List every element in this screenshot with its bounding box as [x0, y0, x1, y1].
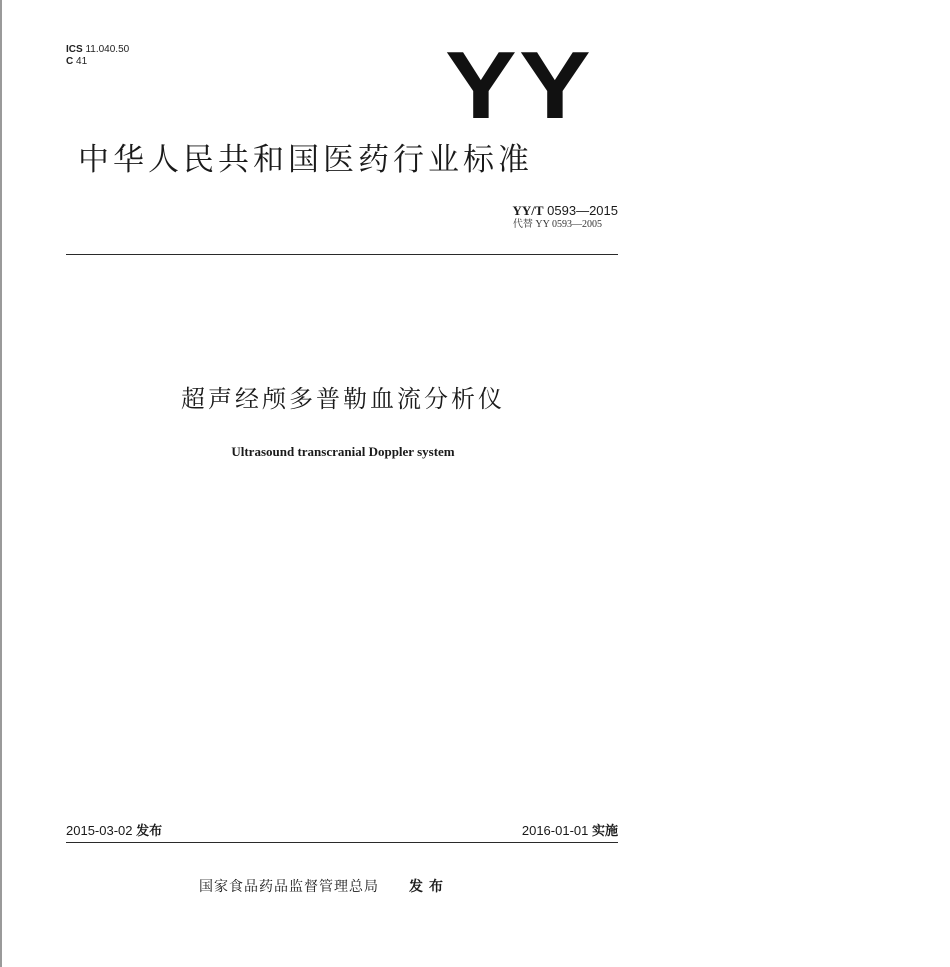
ics-code: 11.040.50 [85, 44, 130, 55]
ccs-line [66, 56, 129, 68]
top-divider [66, 254, 618, 255]
implementation-date: 2016-01-01 [521, 823, 589, 838]
issuer-name: 国家食品药品监督管理总局 [199, 879, 379, 895]
title-english: Ultrasound transcranial Doppler system [231, 444, 455, 459]
issuer-line [199, 878, 449, 896]
standard-number [512, 203, 618, 219]
standard-number-prefix: YY/T [512, 203, 544, 218]
implementation-date-line [522, 823, 618, 840]
implementation-label: 实施 [591, 824, 618, 839]
ics-line [66, 44, 129, 56]
publish-label: 发布 [409, 879, 449, 895]
issue-date-line [66, 823, 162, 840]
yy-logo: YY [445, 32, 593, 139]
org-title: 中华人民共和国医药行业标准 [78, 142, 533, 178]
ccs-label: C [66, 56, 74, 67]
issue-label: 发布 [136, 824, 163, 839]
standard-replaces: 代替 YY 0593—2005 [512, 219, 602, 230]
standard-number-value: 0593—2015 [547, 203, 618, 218]
ccs-code: 41 [76, 56, 88, 67]
ics-label: ICS [66, 44, 83, 55]
title-chinese: 超声经颅多普勒血流分析仪 [181, 385, 505, 413]
classification-codes [66, 44, 129, 68]
bottom-divider [66, 842, 618, 843]
issue-date: 2015-03-02 [66, 823, 133, 838]
